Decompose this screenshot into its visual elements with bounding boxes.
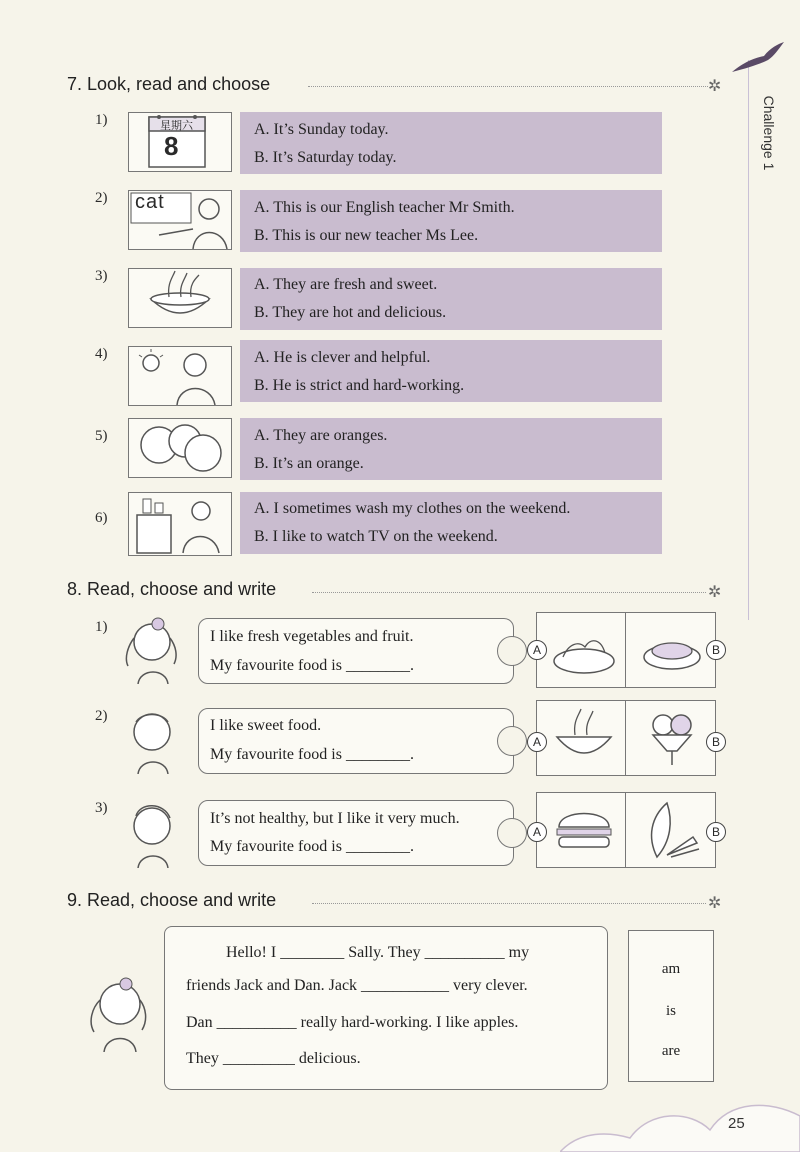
ice-cream-icon[interactable] (637, 705, 707, 771)
washing-icon (129, 493, 231, 555)
boy-icon (114, 796, 184, 868)
chapter-tab-label: Challenge 1 (761, 95, 777, 171)
side-divider (748, 60, 749, 620)
q7-4-number: 4) (95, 346, 108, 362)
section8-title: 8. Read, choose and write (67, 579, 277, 599)
choice-divider (625, 701, 626, 775)
noodles-icon[interactable] (549, 707, 619, 769)
section7-title: 7. Look, read and choose (67, 74, 271, 94)
q8-3-label-b: B (706, 822, 726, 842)
q8-3-answer-circle[interactable] (497, 818, 527, 848)
q7-4-option-a[interactable]: A. He is clever and helpful. (254, 349, 431, 366)
q7-3-option-a[interactable]: A. They are fresh and sweet. (254, 276, 438, 293)
q8-1-label-a: A (527, 640, 547, 660)
q8-1-number: 1) (95, 619, 108, 635)
q7-5-option-b[interactable]: B. It’s an orange. (254, 455, 364, 472)
q8-3-line2[interactable]: My favourite food is ________. (210, 838, 414, 855)
vegetables-icon[interactable] (637, 797, 707, 863)
word-are[interactable]: are (661, 1043, 681, 1059)
section9-rule (312, 903, 706, 904)
cloud-decoration-icon (560, 1080, 800, 1152)
q8-3-line1: It’s not healthy, but I like it very much. (210, 810, 460, 827)
star-icon: ✲ (708, 582, 722, 601)
word-am[interactable]: am (661, 961, 681, 977)
idea-boy-icon (129, 347, 231, 405)
q7-3-option-b[interactable]: B. They are hot and delicious. (254, 304, 447, 321)
star-icon: ✲ (708, 76, 722, 95)
q7-1-option-b[interactable]: B. It’s Saturday today. (254, 149, 397, 166)
q7-5-option-a[interactable]: A. They are oranges. (254, 427, 388, 444)
calendar-weekday: 星期六 (160, 119, 193, 132)
q7-3-number: 3) (95, 268, 108, 284)
q8-1-line1: I like fresh vegetables and fruit. (210, 628, 414, 645)
q7-5-number: 5) (95, 428, 108, 444)
q8-1-line2[interactable]: My favourite food is ________. (210, 657, 414, 674)
q8-1-choices (536, 612, 716, 688)
q8-2-label-a: A (527, 732, 547, 752)
q9-line-3[interactable]: Dan __________ really hard-working. I like apples. (186, 1014, 519, 1031)
q9-line-1[interactable]: Hello! I ________ Sally. They __________ my (226, 944, 530, 961)
calendar-date: 8 (164, 131, 179, 161)
q8-1-answer-circle[interactable] (497, 636, 527, 666)
word-is[interactable]: is (665, 1003, 676, 1019)
q9-line-4[interactable]: They _________ delicious. (186, 1050, 361, 1067)
q7-2-option-b[interactable]: B. This is our new teacher Ms Lee. (254, 227, 479, 244)
q8-2-answer-circle[interactable] (497, 726, 527, 756)
q8-3-label-a: A (527, 822, 547, 842)
page-number: 25 (728, 1115, 745, 1132)
q8-3-choices (536, 792, 716, 868)
q7-3-picture (128, 268, 232, 328)
q8-2-line2[interactable]: My favourite food is ________. (210, 746, 414, 763)
q8-3-number: 3) (95, 800, 108, 816)
girl-icon (80, 972, 156, 1052)
q7-6-option-a[interactable]: A. I sometimes wash my clothes on the weekend. (254, 500, 571, 517)
word-bank (628, 930, 714, 1082)
q8-2-number: 2) (95, 708, 108, 724)
q8-1-label-b: B (706, 640, 726, 660)
section8-rule (312, 592, 706, 593)
q7-1-option-a[interactable]: A. It’s Sunday today. (254, 121, 389, 138)
q8-2-line1: I like sweet food. (210, 717, 322, 734)
board-word: cat (135, 191, 165, 213)
q7-2-option-a[interactable]: A. This is our English teacher Mr Smith. (254, 199, 515, 216)
section7-rule (308, 86, 708, 87)
q7-4-picture (128, 346, 232, 406)
choice-divider (625, 793, 626, 867)
q8-2-choices (536, 700, 716, 776)
cake-icon[interactable] (637, 623, 707, 679)
boy-icon (114, 702, 184, 774)
q9-line-2[interactable]: friends Jack and Dan. Jack ___________ very clever. (186, 977, 528, 994)
q8-2-label-b: B (706, 732, 726, 752)
star-icon: ✲ (708, 893, 722, 912)
bird-icon (730, 40, 786, 76)
girl-icon (114, 612, 184, 684)
q7-4-option-b[interactable]: B. He is strict and hard-working. (254, 377, 465, 394)
q7-6-number: 6) (95, 510, 108, 526)
hamburger-icon[interactable] (549, 801, 619, 859)
q7-5-picture (128, 418, 232, 478)
q7-1-number: 1) (95, 112, 108, 128)
chapter-tab (757, 85, 783, 195)
salad-icon[interactable] (549, 623, 619, 679)
section9-title: 9. Read, choose and write (67, 890, 277, 910)
choice-divider (625, 613, 626, 687)
noodles-icon (129, 269, 231, 327)
q7-2-number: 2) (95, 190, 108, 206)
oranges-icon (129, 419, 231, 477)
q7-6-option-b[interactable]: B. I like to watch TV on the weekend. (254, 528, 498, 545)
q7-6-picture (128, 492, 232, 556)
